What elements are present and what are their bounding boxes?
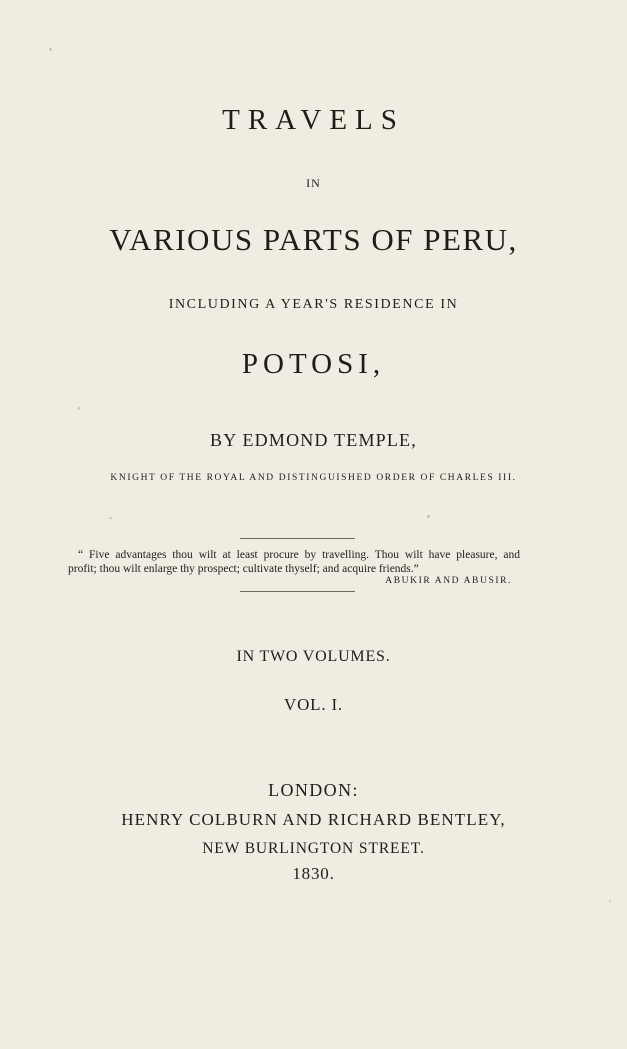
- paper-speck: [427, 515, 430, 518]
- epigraph-line-2: profit; thou wilt enlarge thy prospect; cultivate thyself; and acquire friends.”: [68, 563, 419, 575]
- imprint-city: LONDON:: [268, 780, 359, 800]
- imprint-year: 1830.: [292, 864, 335, 883]
- paper-speck: [78, 407, 80, 410]
- imprint-publisher: HENRY COLBURN AND RICHARD BENTLEY,: [121, 810, 506, 829]
- paper-speck: [109, 517, 112, 519]
- epigraph: [68, 548, 520, 576]
- title-potosi: POTOSI,: [241, 348, 386, 380]
- title-in: IN: [306, 176, 321, 190]
- title-travels: TRAVELS: [222, 104, 405, 136]
- volume-number: VOL. I.: [284, 695, 343, 714]
- author: BY EDMOND TEMPLE,: [210, 430, 417, 450]
- author-honour: KNIGHT OF THE ROYAL AND DISTINGUISHED ORDER OF CHARLES III.: [110, 473, 517, 483]
- epigraph-top-rule: [240, 538, 355, 539]
- epigraph-line-1: “ Five advantages thou wilt at least procure by travelling. Thou wilt have pleasure, and: [78, 549, 520, 561]
- paper-speck: [49, 48, 52, 51]
- imprint-address: NEW BURLINGTON STREET.: [202, 840, 425, 857]
- paper-speck: [609, 900, 611, 902]
- epigraph-bottom-rule: [240, 591, 355, 592]
- title-various-parts-of-peru: VARIOUS PARTS OF PERU,: [109, 222, 518, 257]
- volumes-note: IN TWO VOLUMES.: [236, 648, 391, 665]
- subtitle: INCLUDING A YEAR'S RESIDENCE IN: [168, 297, 459, 312]
- epigraph-attribution: ABUKIR AND ABUSIR.: [385, 576, 512, 586]
